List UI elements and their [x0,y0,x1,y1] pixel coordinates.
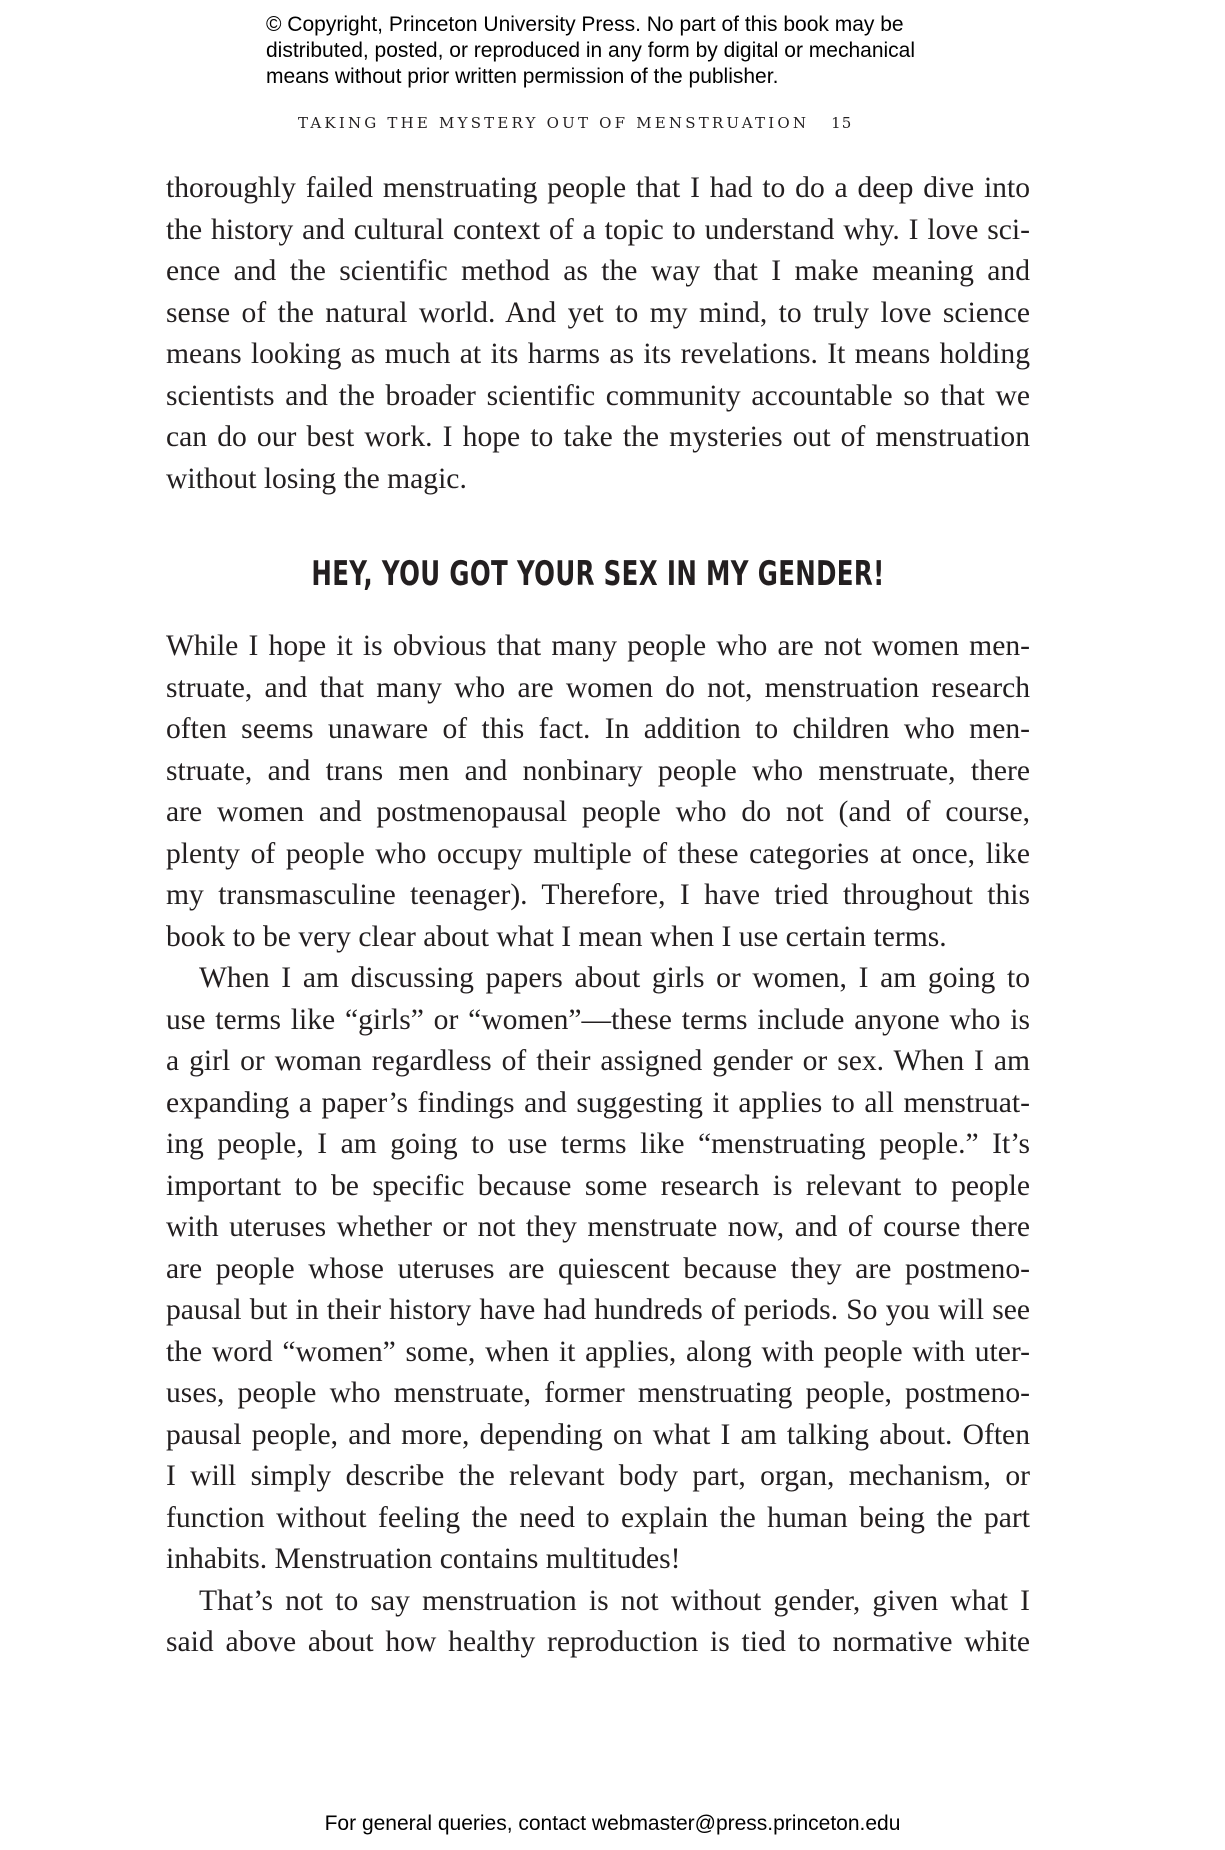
text-line: expanding a paper’s findings and suggesting it applies to all menstruat- [166,1086,1030,1119]
text-line: can do our best work. I hope to take the mysteries out of menstruation [166,421,1030,453]
text-line: the word “women” some, when it applies, along with people with uter- [166,1335,1030,1368]
text-line: I will simply describe the relevant body part, organ, mechanism, or [166,1460,1030,1492]
body-paragraph [166,626,1030,958]
text-line: struate, and that many who are women do not, menstruation research [166,671,1030,704]
text-line: my transmasculine teenager). Therefore, I have tried throughout this [166,879,1030,911]
text-line: a girl or woman regardless of their assigned gender or sex. When I am [166,1045,1030,1077]
text-line: ence and the scientific method as the way that I make meaning and [166,255,1030,287]
text-line: function without feeling the need to explain the human being the part [166,1501,1030,1534]
text-line: sense of the natural world. And yet to my mind, to truly love science [166,296,1030,329]
text-line: book to be very clear about what I mean when I use certain terms. [166,920,947,953]
copyright-line: means without prior written permission of the publisher. [266,65,779,88]
text-line: important to be specific because some research is relevant to people [166,1169,1030,1202]
text-line: When I am discussing papers about girls or women, I am going to [199,962,1030,994]
section-heading: HEY, YOU GOT YOUR SEX IN MY GENDER! [311,554,885,594]
text-line: inhabits. Menstruation contains multitudes! [166,1543,681,1575]
text-line: said above about how healthy reproduction is tied to normative white [166,1626,1030,1658]
running-head-title: TAKING THE MYSTERY OUT OF MENSTRUATION [298,114,810,132]
body-paragraph [166,958,1030,1581]
text-line: That’s not to say menstruation is not without gender, given what I [199,1584,1030,1617]
text-line: without losing the magic. [166,462,467,495]
text-line: with uteruses whether or not they menstruate now, and of course there [166,1211,1030,1243]
text-line: scientists and the broader scientific community accountable so that we [166,379,1030,412]
text-line: means looking as much at its harms as its revelations. It means holding [166,338,1030,370]
text-line: pausal people, and more, depending on what I am talking about. Often [166,1418,1030,1451]
copyright-notice [266,12,986,90]
text-line: often seems unaware of this fact. In addition to children who men- [166,713,1030,745]
copyright-line: © Copyright, Princeton University Press. No part of this book may be [266,13,904,36]
page-number: 15 [831,114,853,132]
text-line: are women and postmenopausal people who do not (and of course, [166,796,1030,828]
text-line: ing people, I am going to use terms like “menstruating people.” It’s [166,1128,1030,1160]
body-paragraph [166,1581,1030,1664]
footer-contact: For general queries, contact webmaster@press.princeton.edu [324,1812,901,1835]
body-text [166,626,1030,1664]
text-line: thoroughly failed menstruating people that I had to do a deep dive into [166,172,1030,204]
text-line: use terms like “girls” or “women”—these terms include anyone who is [166,1003,1030,1036]
copyright-line: distributed, posted, or reproduced in any form by digital or mechanical [266,39,916,62]
text-line: plenty of people who occupy multiple of these categories at once, like [166,837,1030,870]
text-line: are people whose uteruses are quiescent because they are postmeno- [166,1252,1030,1285]
text-line: uses, people who menstruate, former menstruating people, postmeno- [166,1377,1030,1409]
body-paragraph [166,168,1030,500]
running-head [298,114,918,132]
text-line: struate, and trans men and nonbinary people who menstruate, there [166,754,1030,787]
text-line: pausal but in their history have had hundreds of periods. So you will see [166,1294,1030,1326]
text-line: the history and cultural context of a topic to understand why. I love sci- [166,213,1030,246]
text-line: While I hope it is obvious that many people who are not women men- [166,630,1030,662]
